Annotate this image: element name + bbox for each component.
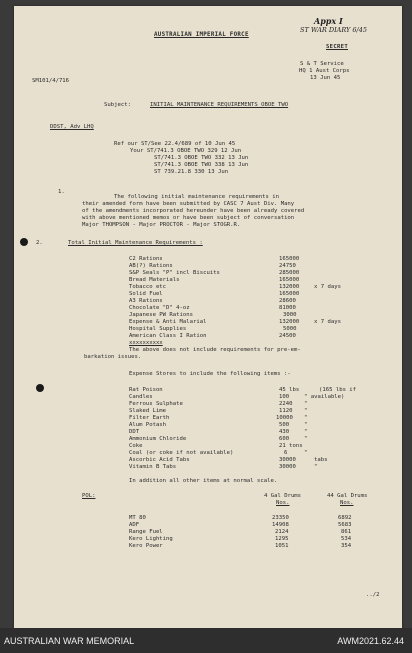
expense-item: Ascorbic Acid Tabs bbox=[129, 457, 190, 463]
requirement-qty: 165000 bbox=[279, 277, 300, 283]
expense-item: Filter Earth bbox=[129, 415, 170, 421]
expense-qty: 430 bbox=[279, 429, 290, 435]
expense-note: " bbox=[304, 408, 308, 414]
expense-qty: 2240 bbox=[279, 401, 293, 407]
expense-note: tabs bbox=[314, 457, 328, 463]
requirement-item: Chocolate "D" 4-oz bbox=[129, 305, 190, 311]
pol-item: Kero Power bbox=[129, 543, 163, 549]
requirement-qty: 132000 bbox=[279, 319, 300, 325]
expense-item: Vitamin B Tabs bbox=[129, 464, 177, 470]
expense-note: " bbox=[304, 429, 308, 435]
closing-note: In addition all other items at normal scale. bbox=[129, 478, 278, 484]
requirement-item: C2 Rations bbox=[129, 256, 163, 262]
annotation-war-diary: ST WAR DIARY 6/45 bbox=[300, 26, 367, 34]
expense-note: (165 lbs if bbox=[319, 387, 357, 393]
expense-qty: 10000 bbox=[276, 415, 293, 421]
expense-note: " bbox=[314, 464, 318, 470]
paragraph-line: their amended form have been submitted by CASC 7 Aust Div. Many bbox=[82, 201, 295, 207]
requirement-note: x 7 days bbox=[314, 319, 341, 325]
expense-qty: 30000 bbox=[279, 464, 296, 470]
requirement-item: A3 Rations bbox=[129, 298, 163, 304]
pol-item: ADF bbox=[129, 522, 140, 528]
paragraph-number: 1. bbox=[58, 189, 65, 195]
requirement-item: Tobacco etc bbox=[129, 284, 167, 290]
reference-line: ST 739.21.8 330 13 Jun bbox=[154, 169, 229, 175]
paragraph-line: The following initial maintenance requirements in bbox=[114, 194, 280, 200]
requirement-qty: 24500 bbox=[279, 333, 296, 339]
requirement-item: Hospital Supplies bbox=[129, 326, 187, 332]
requirement-note: x 7 days bbox=[314, 284, 341, 290]
pol-column-unit: Nos. bbox=[276, 500, 290, 506]
pol-qty-4gal: 2124 bbox=[275, 529, 289, 535]
note-line: barkation issues. bbox=[84, 354, 142, 360]
expense-qty: 6 bbox=[284, 450, 288, 456]
expense-note: " bbox=[304, 450, 308, 456]
pol-qty-44gal: 534 bbox=[341, 536, 352, 542]
requirement-qty: 165000 bbox=[279, 291, 300, 297]
requirement-item: Solid Fuel bbox=[129, 291, 163, 297]
from-unit-line1: S & T Service bbox=[300, 61, 344, 67]
pol-qty-44gal: 5683 bbox=[338, 522, 352, 528]
reference-line: ST/741.3 OBOE TWO 332 13 Jun bbox=[154, 155, 249, 161]
requirement-qty: 165000 bbox=[279, 256, 300, 262]
expense-note: " available) bbox=[304, 394, 345, 400]
pol-qty-4gal: 1295 bbox=[275, 536, 289, 542]
pol-qty-44gal: 861 bbox=[341, 529, 352, 535]
requirement-qty: 5000 bbox=[283, 326, 297, 332]
annotation-appendix: Appx I bbox=[314, 16, 343, 26]
expense-item: Slaked Lime bbox=[129, 408, 167, 414]
subject-text: INITIAL MAINTENANCE REQUIREMENTS OBOE TWO bbox=[150, 102, 289, 108]
requirement-qty: 3000 bbox=[283, 312, 297, 318]
expense-note: " bbox=[304, 436, 308, 442]
struck-text: xxxxxxxxxx bbox=[129, 340, 163, 346]
paragraph-line: Major THOMPSON - Major PROCTOR - Major STOGR.R. bbox=[82, 222, 241, 228]
paragraph-number: 2. bbox=[36, 240, 43, 246]
expense-qty: 1120 bbox=[279, 408, 293, 414]
pol-item: Kero Lighting bbox=[129, 536, 173, 542]
archive-name: AUSTRALIAN WAR MEMORIAL bbox=[4, 636, 135, 646]
continuation-mark: ../2 bbox=[366, 592, 380, 598]
requirement-qty: 81000 bbox=[279, 305, 296, 311]
pol-qty-4gal: 1051 bbox=[275, 543, 289, 549]
pol-column-header: 4 Gal Drums bbox=[264, 493, 302, 499]
pol-qty-4gal: 23350 bbox=[272, 515, 289, 521]
document-date: 13 Jun 45 bbox=[310, 75, 341, 81]
requirement-qty: 285000 bbox=[279, 270, 300, 276]
expense-note: " bbox=[304, 401, 308, 407]
note-line: The above does not include requirements for pre-em- bbox=[129, 347, 301, 353]
expense-item: Ferrous Sulphate bbox=[129, 401, 183, 407]
expense-qty: 100 bbox=[279, 394, 290, 400]
expense-qty: 600 bbox=[279, 436, 290, 442]
document-title: AUSTRALIAN IMPERIAL FORCE bbox=[154, 32, 249, 38]
requirement-item: Japanese PW Rations bbox=[129, 312, 193, 318]
requirement-item: Expense & Anti Malarial bbox=[129, 319, 207, 325]
pol-label: POL: bbox=[82, 493, 96, 499]
archive-footer bbox=[0, 628, 412, 653]
pol-qty-44gal: 6892 bbox=[338, 515, 352, 521]
file-reference: SM101/4/716 bbox=[32, 78, 70, 84]
pol-qty-44gal: 354 bbox=[341, 543, 352, 549]
section-heading: Total Initial Maintenance Requirements : bbox=[68, 240, 203, 246]
expense-qty: 500 bbox=[279, 422, 290, 428]
expense-item: Candles bbox=[129, 394, 153, 400]
requirement-item: AB(?) Rations bbox=[129, 263, 173, 269]
expense-item: Coal (or coke if not available) bbox=[129, 450, 234, 456]
requirement-qty: 132000 bbox=[279, 284, 300, 290]
expense-item: Coke bbox=[129, 443, 143, 449]
pol-column-unit: Nos. bbox=[340, 500, 354, 506]
expense-item: DDT bbox=[129, 429, 140, 435]
archive-accession-number: AWM2021.62.44 bbox=[337, 636, 404, 646]
requirement-item: American Class I Ration bbox=[129, 333, 207, 339]
reference-line: ST/741.3 OBOE TWO 338 13 Jun bbox=[154, 162, 249, 168]
reference-line: Your ST/741.3 OBOE TWO 329 12 Jun bbox=[130, 148, 242, 154]
requirement-item: Bread Materials bbox=[129, 277, 180, 283]
expense-qty: 45 lbs bbox=[279, 387, 300, 393]
expense-item: Ammonium Chloride bbox=[129, 436, 187, 442]
expense-qty: 30000 bbox=[279, 457, 296, 463]
pol-item: MT 80 bbox=[129, 515, 146, 521]
punch-hole bbox=[20, 238, 28, 246]
from-unit-line2: HQ 1 Aust Corps bbox=[299, 68, 350, 74]
pol-qty-4gal: 14908 bbox=[272, 522, 289, 528]
expense-heading: Expense Stores to include the following items :- bbox=[129, 371, 291, 377]
punch-hole bbox=[36, 384, 44, 392]
expense-note: " bbox=[304, 422, 308, 428]
pol-item: Range Fuel bbox=[129, 529, 163, 535]
requirement-qty: 24750 bbox=[279, 263, 296, 269]
addressee: DDST, Adv LHQ bbox=[50, 124, 94, 130]
requirement-qty: 28600 bbox=[279, 298, 296, 304]
requirement-item: S&P Seals "P" incl Biscuits bbox=[129, 270, 220, 276]
subject-label: Subject: bbox=[104, 102, 131, 108]
classification-stamp: SECRET bbox=[326, 44, 349, 50]
pol-column-header: 44 Gal Drums bbox=[327, 493, 368, 499]
expense-item: Alum Potash bbox=[129, 422, 167, 428]
reference-line: Ref our ST/See 22.4/689 of 10 Jun 45 bbox=[114, 141, 236, 147]
expense-qty: 21 tons bbox=[279, 443, 303, 449]
expense-note: " bbox=[304, 415, 308, 421]
paragraph-line: with above mentioned memos or have been subject of conversation bbox=[82, 215, 295, 221]
expense-item: Rat Poison bbox=[129, 387, 163, 393]
paragraph-line: of the amendments incorporated hereunder have been already covered bbox=[82, 208, 305, 214]
document-page bbox=[14, 6, 402, 628]
